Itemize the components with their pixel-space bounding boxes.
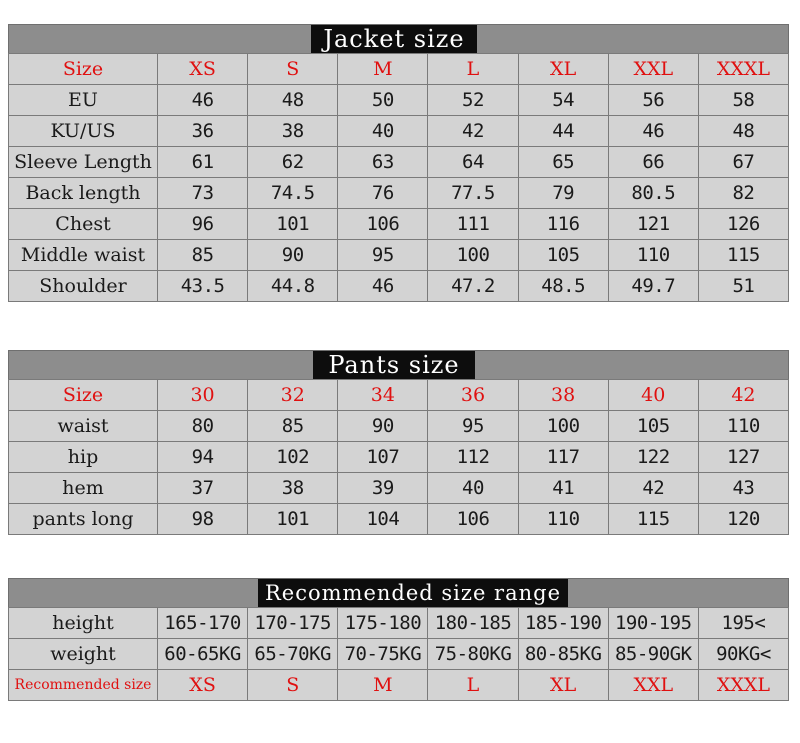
size-header-cell: XXL: [608, 54, 698, 85]
table-cell: 46: [338, 271, 428, 302]
table-row: [9, 209, 789, 240]
size-header-cell: L: [428, 54, 518, 85]
row-label: KU/US: [9, 116, 158, 147]
table-cell: 80: [158, 411, 248, 442]
table-cell: 38: [248, 116, 338, 147]
table-row: [9, 608, 789, 639]
table-cell: 120: [698, 504, 788, 535]
table-cell: 60-65KG: [158, 639, 248, 670]
table-cell: 79: [518, 178, 608, 209]
table-cell: 54: [518, 85, 608, 116]
table-cell: 195<: [698, 608, 788, 639]
jacket-title: Jacket size: [311, 25, 477, 53]
table-cell: 106: [338, 209, 428, 240]
table-cell: 105: [608, 411, 698, 442]
table-cell: 100: [518, 411, 608, 442]
recommended-size-cell: XL: [518, 670, 608, 701]
table-cell: 58: [698, 85, 788, 116]
row-label: Sleeve Length: [9, 147, 158, 178]
size-header-cell: 42: [698, 380, 788, 411]
table-cell: 41: [518, 473, 608, 504]
pants-size-section: [8, 350, 789, 535]
row-label: hem: [9, 473, 158, 504]
table-cell: 63: [338, 147, 428, 178]
table-cell: 46: [608, 116, 698, 147]
table-cell: 110: [698, 411, 788, 442]
table-cell: 36: [158, 116, 248, 147]
size-header-cell: S: [248, 54, 338, 85]
table-cell: 98: [158, 504, 248, 535]
recommended-size-cell: XXXL: [698, 670, 788, 701]
table-cell: 51: [698, 271, 788, 302]
table-cell: 62: [248, 147, 338, 178]
table-cell: 110: [518, 504, 608, 535]
jacket-size-table: [8, 53, 789, 302]
table-row: [9, 504, 789, 535]
table-cell: 105: [518, 240, 608, 271]
table-cell: 110: [608, 240, 698, 271]
table-cell: 190-195: [608, 608, 698, 639]
table-cell: 180-185: [428, 608, 518, 639]
table-cell: 95: [428, 411, 518, 442]
table-cell: 61: [158, 147, 248, 178]
row-label: Chest: [9, 209, 158, 240]
table-cell: 50: [338, 85, 428, 116]
recommended-size-label: Recommended size: [9, 670, 158, 701]
table-row: [9, 442, 789, 473]
row-label: Back length: [9, 178, 158, 209]
table-cell: 44: [518, 116, 608, 147]
row-label: Middle waist: [9, 240, 158, 271]
table-cell: 165-170: [158, 608, 248, 639]
table-cell: 73: [158, 178, 248, 209]
size-header-cell: 32: [248, 380, 338, 411]
table-cell: 43.5: [158, 271, 248, 302]
table-cell: 42: [428, 116, 518, 147]
table-cell: 111: [428, 209, 518, 240]
table-cell: 67: [698, 147, 788, 178]
table-cell: 76: [338, 178, 428, 209]
size-header-label: Size: [9, 380, 158, 411]
recommended-size-cell: M: [338, 670, 428, 701]
table-cell: 104: [338, 504, 428, 535]
table-cell: 40: [338, 116, 428, 147]
table-cell: 56: [608, 85, 698, 116]
table-cell: 80.5: [608, 178, 698, 209]
table-cell: 126: [698, 209, 788, 240]
table-cell: 64: [428, 147, 518, 178]
row-label: waist: [9, 411, 158, 442]
table-cell: 90: [338, 411, 428, 442]
table-cell: 115: [698, 240, 788, 271]
table-cell: 170-175: [248, 608, 338, 639]
row-label: height: [9, 608, 158, 639]
recommended-size-table: [8, 607, 789, 701]
jacket-size-section: [8, 24, 789, 302]
recommended-size-cell: XXL: [608, 670, 698, 701]
table-cell: 85: [158, 240, 248, 271]
table-cell: 121: [608, 209, 698, 240]
table-cell: 66: [608, 147, 698, 178]
size-header-cell: 40: [608, 380, 698, 411]
table-cell: 82: [698, 178, 788, 209]
table-row: [9, 411, 789, 442]
table-header-row: [9, 380, 789, 411]
table-cell: 47.2: [428, 271, 518, 302]
row-label: weight: [9, 639, 158, 670]
table-cell: 175-180: [338, 608, 428, 639]
row-label: EU: [9, 85, 158, 116]
recommended-size-section: [8, 578, 789, 701]
table-cell: 52: [428, 85, 518, 116]
size-header-cell: 34: [338, 380, 428, 411]
table-row: [9, 271, 789, 302]
size-header-label: Size: [9, 54, 158, 85]
table-cell: 117: [518, 442, 608, 473]
table-cell: 77.5: [428, 178, 518, 209]
table-cell: 90: [248, 240, 338, 271]
pants-title-bar: [8, 350, 789, 379]
table-cell: 38: [248, 473, 338, 504]
table-cell: 70-75KG: [338, 639, 428, 670]
table-cell: 85: [248, 411, 338, 442]
table-cell: 90KG<: [698, 639, 788, 670]
table-row: [9, 473, 789, 504]
table-cell: 112: [428, 442, 518, 473]
recommended-size-cell: L: [428, 670, 518, 701]
table-cell: 40: [428, 473, 518, 504]
row-label: Shoulder: [9, 271, 158, 302]
table-cell: 101: [248, 504, 338, 535]
row-label: pants long: [9, 504, 158, 535]
table-cell: 100: [428, 240, 518, 271]
table-cell: 127: [698, 442, 788, 473]
size-header-cell: XXXL: [698, 54, 788, 85]
table-cell: 106: [428, 504, 518, 535]
table-cell: 122: [608, 442, 698, 473]
recommended-size-cell: XS: [158, 670, 248, 701]
table-cell: 46: [158, 85, 248, 116]
row-label: hip: [9, 442, 158, 473]
table-row: [9, 147, 789, 178]
table-cell: 48: [248, 85, 338, 116]
table-header-row: [9, 54, 789, 85]
recommended-size-cell: S: [248, 670, 338, 701]
size-header-cell: 36: [428, 380, 518, 411]
recommended-title: Recommended size range: [258, 579, 568, 607]
table-cell: 37: [158, 473, 248, 504]
table-cell: 39: [338, 473, 428, 504]
table-cell: 42: [608, 473, 698, 504]
size-header-cell: XL: [518, 54, 608, 85]
table-cell: 116: [518, 209, 608, 240]
table-cell: 44.8: [248, 271, 338, 302]
table-cell: 96: [158, 209, 248, 240]
table-row: [9, 85, 789, 116]
pants-title: Pants size: [313, 351, 475, 379]
table-cell: 115: [608, 504, 698, 535]
table-row: [9, 240, 789, 271]
table-footer-row: [9, 670, 789, 701]
table-cell: 107: [338, 442, 428, 473]
size-header-cell: 30: [158, 380, 248, 411]
table-row: [9, 116, 789, 147]
table-cell: 65: [518, 147, 608, 178]
size-header-cell: 38: [518, 380, 608, 411]
table-cell: 48.5: [518, 271, 608, 302]
table-cell: 49.7: [608, 271, 698, 302]
table-cell: 94: [158, 442, 248, 473]
table-cell: 65-70KG: [248, 639, 338, 670]
jacket-title-bar: [8, 24, 789, 53]
table-row: [9, 639, 789, 670]
pants-size-table: [8, 379, 789, 535]
table-cell: 75-80KG: [428, 639, 518, 670]
table-cell: 95: [338, 240, 428, 271]
table-cell: 48: [698, 116, 788, 147]
size-header-cell: M: [338, 54, 428, 85]
table-cell: 102: [248, 442, 338, 473]
recommended-title-bar: [8, 578, 789, 607]
table-cell: 80-85KG: [518, 639, 608, 670]
table-cell: 101: [248, 209, 338, 240]
table-cell: 185-190: [518, 608, 608, 639]
table-cell: 74.5: [248, 178, 338, 209]
table-cell: 85-90GK: [608, 639, 698, 670]
table-row: [9, 178, 789, 209]
size-header-cell: XS: [158, 54, 248, 85]
table-cell: 43: [698, 473, 788, 504]
